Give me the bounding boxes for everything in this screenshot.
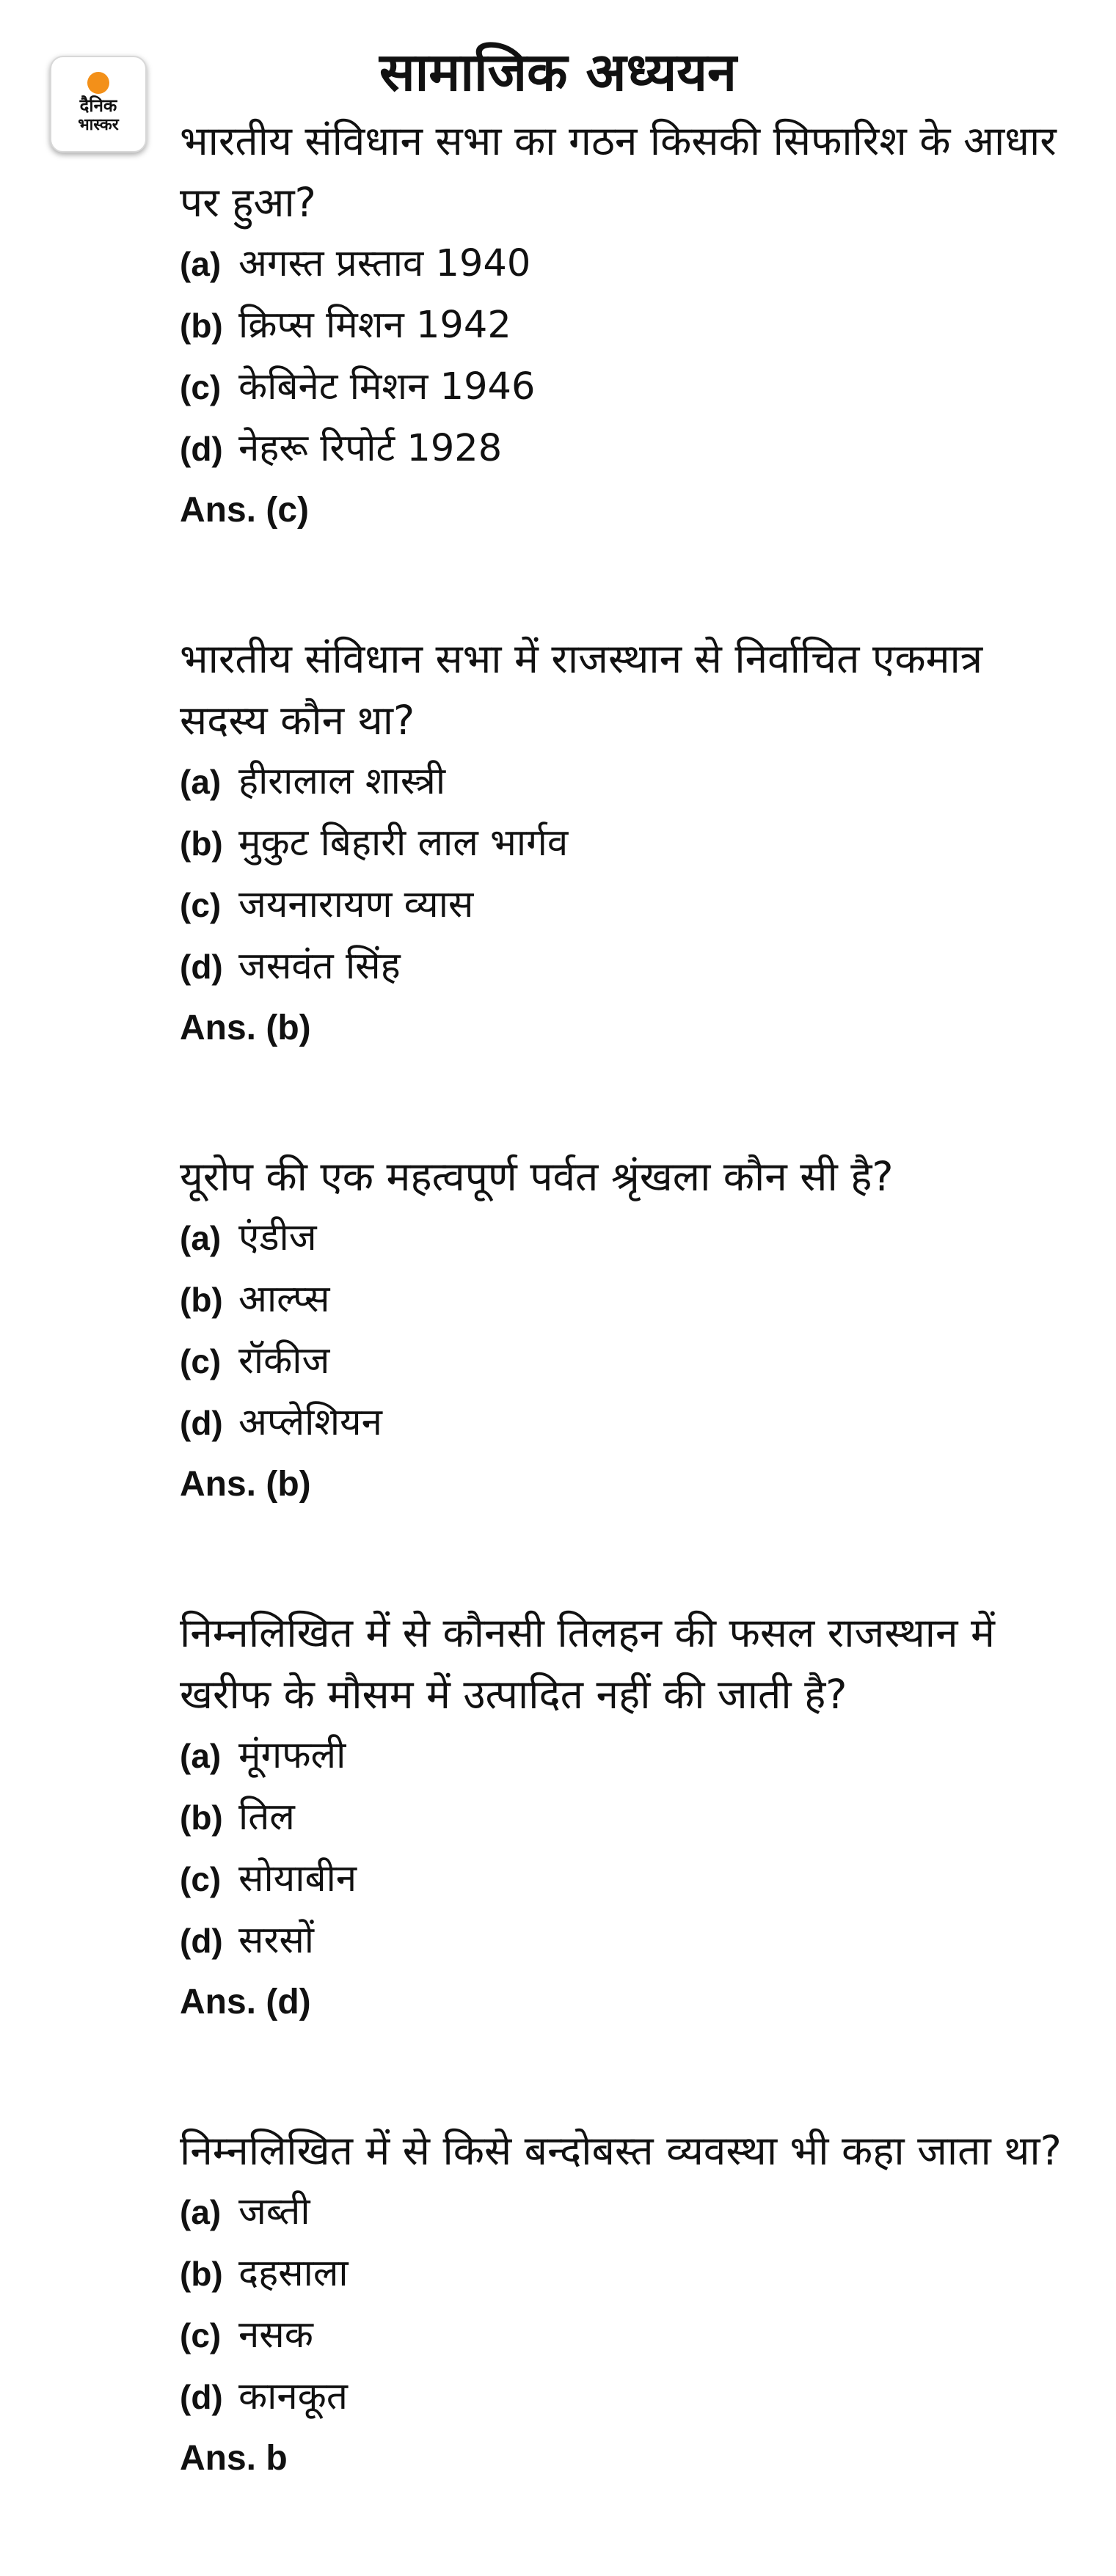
option-c [180,1331,1082,1392]
option-c [180,2305,1082,2366]
option-letter: (c) [180,1342,222,1380]
option-text: जसवंत सिंह [238,945,401,988]
option-letter: (b) [180,1799,223,1837]
option-letter: (c) [180,886,222,924]
question-block [180,110,1082,541]
option-letter: (b) [180,1281,223,1319]
option-text: मूंगफली [238,1734,346,1777]
option-text: नेहरू रिपोर्ट 1928 [238,427,503,470]
option-b [180,295,1082,356]
option-text: आल्प्स [238,1278,330,1321]
question-block [180,2120,1082,2489]
option-text: नसक [238,2313,313,2357]
option-d [180,936,1082,998]
option-letter: (c) [180,1860,222,1898]
option-letter: (d) [180,1922,223,1960]
option-b [180,1269,1082,1331]
question-list [180,110,1082,2576]
question-block [180,1146,1082,1515]
logo-text-line-2: भास्कर [78,116,119,134]
option-letter: (c) [180,368,222,406]
option-letter: (a) [180,2193,222,2231]
option-text: दहसाला [238,2252,349,2295]
option-text: जब्ती [238,2190,310,2233]
page-title: सामाजिक अध्ययन [379,41,737,103]
option-letter: (a) [180,763,222,801]
option-a [180,1207,1082,1269]
option-text: हीरालाल शास्त्री [238,760,446,803]
answer-label: Ans. b [180,2439,288,2478]
option-a [180,2181,1082,2243]
option-b [180,1787,1082,1848]
question-text: भारतीय संविधान सभा में राजस्थान से निर्वाचित एकमात्र सदस्य कौन था? [180,635,983,744]
option-text: तिल [238,1796,295,1839]
option-text: सोयाबीन [238,1857,357,1900]
option-d [180,2366,1082,2428]
option-letter: (d) [180,948,223,986]
question-text: भारतीय संविधान सभा का गठन किसकी सिफारिश के आधार पर हुआ? [180,117,1057,226]
question-block [180,1602,1082,2033]
option-letter: (d) [180,2378,223,2416]
question-text: निम्नलिखित में से कौनसी तिलहन की फसल राजस्थान में खरीफ के मौसम में उत्पादित नहीं की जाती है? [180,1609,995,1718]
option-text: कानकूत [238,2375,348,2418]
option-text: जयनारायण व्यास [238,883,474,926]
option-c [180,1848,1082,1910]
option-c [180,874,1082,936]
option-b [180,2243,1082,2305]
answer-label: Ans. (c) [180,491,310,530]
option-text: अगस्त प्रस्ताव 1940 [238,242,531,285]
option-a [180,233,1082,295]
option-b [180,813,1082,874]
option-text: क्रिप्स मिशन 1942 [238,304,511,347]
option-text: एंडीज [238,1216,317,1259]
logo-text-line-1: दैनिक [79,95,117,116]
option-text: सरसों [238,1919,315,1962]
option-a [180,751,1082,813]
option-text: अप्लेशियन [238,1401,382,1444]
option-letter: (d) [180,430,223,468]
option-c [180,356,1082,418]
option-letter: (c) [180,2316,222,2354]
question-text: निम्नलिखित में से किसे बन्दोबस्त व्यवस्था भी कहा जाता था? [180,2127,1062,2174]
option-text: केबिनेट मिशन 1946 [238,365,536,409]
option-text: रॉकीज [238,1339,330,1383]
option-d [180,1392,1082,1454]
question-text: यूरोप की एक महत्वपूर्ण पर्वत श्रृंखला कौन सी है? [180,1153,894,1200]
option-letter: (b) [180,2255,223,2293]
option-d [180,418,1082,480]
answer-label: Ans. (d) [180,1983,311,2021]
option-letter: (a) [180,1737,222,1775]
answer-label: Ans. (b) [180,1465,311,1504]
option-letter: (b) [180,824,223,863]
option-a [180,1725,1082,1787]
question-block [180,628,1082,1059]
answer-label: Ans. (b) [180,1009,311,1047]
option-letter: (a) [180,1219,222,1257]
option-text: मुकुट बिहारी लाल भार्गव [238,822,569,865]
option-d [180,1910,1082,1972]
option-letter: (a) [180,245,222,283]
option-letter: (b) [180,307,223,345]
option-letter: (d) [180,1404,223,1442]
